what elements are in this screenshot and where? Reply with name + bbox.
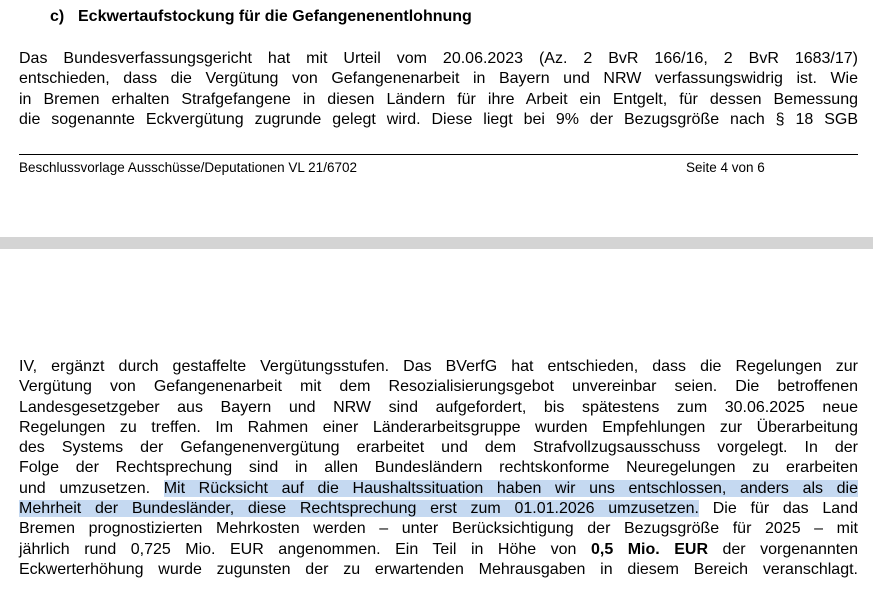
section-heading xyxy=(50,8,472,26)
text-line xyxy=(19,499,858,519)
text-line: Eckwerterhöhung wurde zugunsten der zu erwartenden Mehrausgaben in diesem Bereich veranschlagt. xyxy=(19,560,858,578)
text-line: die sogenannte Eckvergütung zugrunde gelegt wird. Diese liegt bei 9% der Bezugsgröße nach § 18 SGB xyxy=(19,110,858,128)
text-line: des Systems der Gefangenenvergütung erarbeitet und dem Strafvollzugsausschuss vorgelegt. In der xyxy=(19,439,858,457)
bold-amount: 0,5 Mio. EUR xyxy=(590,540,708,558)
paragraph-page4 xyxy=(19,49,858,130)
text-line xyxy=(19,540,858,560)
footer-document-reference: Beschlussvorlage Ausschüsse/Deputationen VL 21/6702 xyxy=(19,160,357,175)
text-line: Folge der Rechtsprechung sind in allen Bundesländern rechtskonforme Neuregelungen zu erarbeiten xyxy=(19,459,858,477)
paragraph-page5 xyxy=(19,357,858,580)
footer-page-number: Seite 4 von 6 xyxy=(686,160,765,175)
highlighted-text[interactable]: Mit Rücksicht auf die Haushaltssituation haben wir uns entschlossen, anders als die xyxy=(163,479,859,497)
text-line: IV, ergänzt durch gestaffelte Vergütungsstufen. Das BVerfG hat entschieden, dass die Regelungen zur xyxy=(19,358,858,375)
highlighted-text[interactable]: Mehrheit der Bundesländer, diese Rechtsprechung erst zum 01.01.2026 umzusetzen. xyxy=(19,500,699,518)
text-line: in Bremen erhalten Strafgefangene in diesen Ländern für ihre Arbeit ein Entgelt, für dessen Bemessung xyxy=(19,90,858,108)
section-number: c) xyxy=(50,8,65,25)
text-line: Vergütung von Gefangenenarbeit mit dem Resozialisierungsgebot unvereinbar seien. Die betroffenen xyxy=(19,378,858,396)
section-title: Eckwertaufstockung für die Gefangenenentlohnung xyxy=(78,8,472,25)
text-segment: der vorgenannten xyxy=(708,540,858,558)
text-line: Regelungen zu treffen. Im Rahmen einer Länderarbeitsgruppe wurden Empfehlungen zur Überarbeitung xyxy=(19,418,858,436)
page-4 xyxy=(0,0,873,237)
text-segment: jährlich rund 0,725 Mio. EUR angenommen. Ein Teil in Höhe von xyxy=(19,540,591,558)
page-separator xyxy=(0,237,873,249)
text-line: Landesgesetzgeber aus Bayern und NRW sind aufgefordert, bis spätestens zum 30.06.2025 neue xyxy=(19,398,858,416)
text-line: Das Bundesverfassungsgericht hat mit Urteil vom 20.06.2023 (Az. 2 BvR 166/16, 2 BvR 1683/17) xyxy=(19,50,858,67)
text-segment: Die für das Land xyxy=(699,500,858,518)
text-line: Bremen prognostizierten Mehrkosten werden – unter Berücksichtigung der Bezugsgröße für 2025 – mit xyxy=(19,520,858,538)
text-line xyxy=(19,479,858,499)
footer-divider xyxy=(19,154,858,155)
text-segment: und umzusetzen. xyxy=(19,479,164,497)
text-line: entschieden, dass die Vergütung von Gefangenenarbeit in Bayern und NRW verfassungswidrig ist. Wie xyxy=(19,70,858,88)
